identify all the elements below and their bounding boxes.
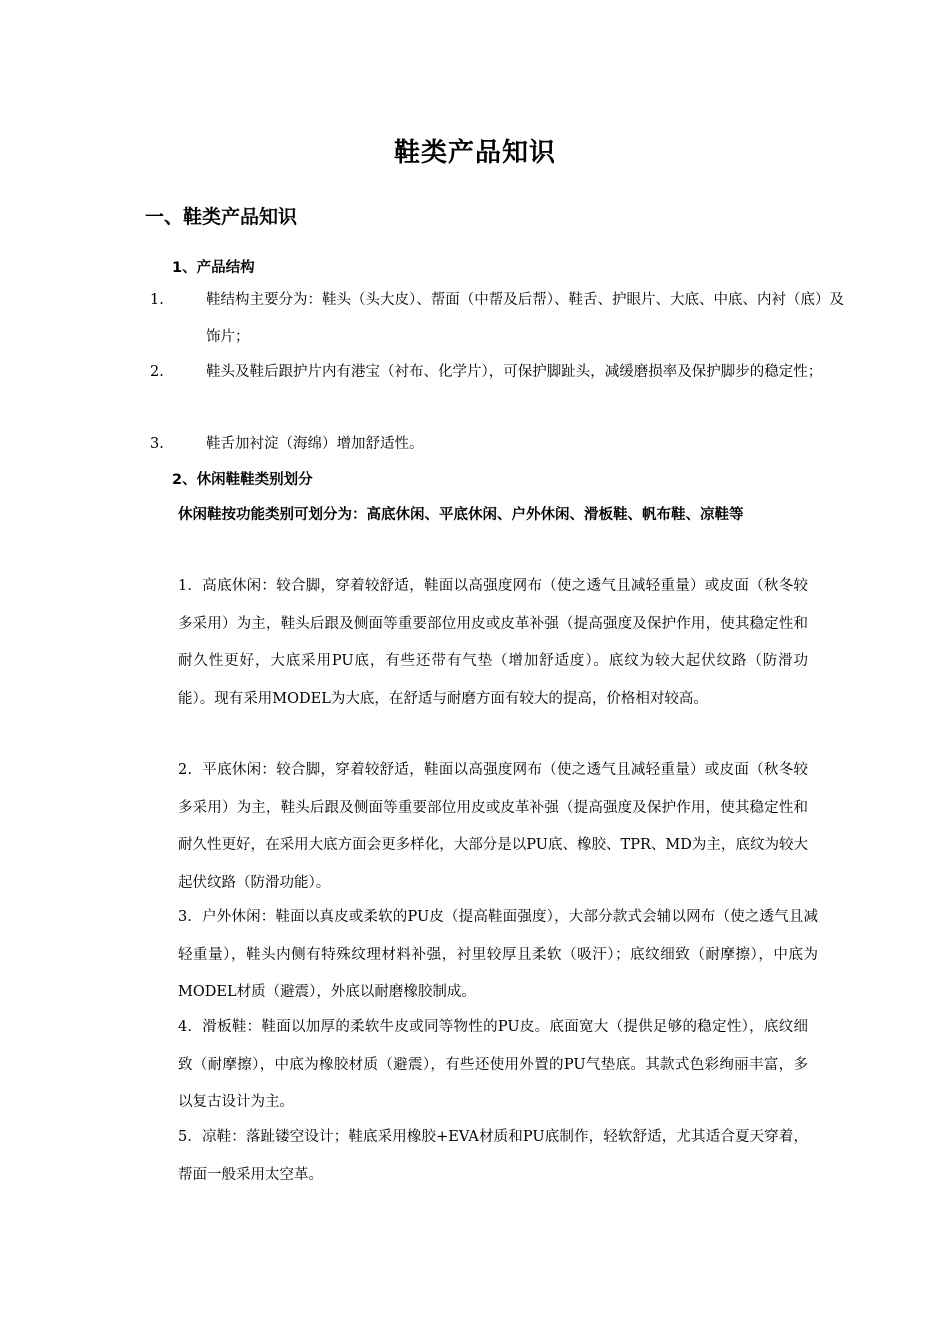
category-paragraph: 2．平底休闲：较合脚，穿着较舒适，鞋面以高强度网布（使之透气且减轻重量）或皮面（秋冬较多采用）为主，鞋头后跟及侧面等重要部位用皮或皮革补强（提高强度及保护作用，使其稳定性和耐久性更好，在采用大底方面会更多样化，大部分是以PU底、橡胶、TPR、MD为主，底纹为较大起伏纹路（防滑功能）。 (178, 762, 808, 891)
document-title: 鞋类产品知识 (393, 138, 556, 168)
subsection-heading-categories: 2、休闲鞋鞋类别划分 (172, 472, 313, 488)
section-heading: 一、鞋类产品知识 (145, 206, 298, 228)
list-item-text: 鞋舌加衬淀（海绵）增加舒适性。 (206, 436, 424, 452)
list-item-number: 2. (150, 364, 164, 380)
lead-paragraph: 休闲鞋按功能类别可划分为：高底休闲、平底休闲、户外休闲、滑板鞋、帆布鞋、凉鞋等 (178, 507, 744, 523)
list-item-text: 鞋头及鞋后跟护片内有港宝（衬布、化学片），可保护脚趾头，减缓磨损率及保护脚步的稳定性； (206, 364, 823, 380)
category-paragraph: 3．户外休闲：鞋面以真皮或柔软的PU皮（提高鞋面强度），大部分款式会辅以网布（使之透气且减轻重量），鞋头内侧有特殊纹理材料补强，衬里较厚且柔软（吸汗）；底纹细致（耐摩擦），中底为MODEL材质（避震），外底以耐磨橡胶制成。 (178, 909, 818, 1000)
list-item (150, 354, 838, 391)
category-paragraph: 1．高底休闲：较合脚，穿着较舒适，鞋面以高强度网布（使之透气且减轻重量）或皮面（秋冬较多采用）为主，鞋头后跟及侧面等重要部位用皮或皮革补强（提高强度及保护作用，使其稳定性和耐久性更好，大底采用PU底，有些还带有气垫（增加舒适度）。底纹为较大起伏纹路（防滑功能）。现有采用MODEL为大底，在舒适与耐磨方面有较大的提高，价格相对较高。 (178, 578, 808, 707)
category-paragraph: 5．凉鞋：落趾镂空设计；鞋底采用橡胶+EVA材质和PU底制作，轻软舒适，尤其适合夏天穿着，帮面一般采用太空革。 (178, 1129, 808, 1183)
list-item-number: 1. (150, 292, 164, 308)
list-item (150, 426, 846, 463)
subsection-heading-structure: 1、产品结构 (172, 260, 255, 276)
list-item-number: 3. (150, 436, 164, 452)
category-paragraph: 4．滑板鞋：鞋面以加厚的柔软牛皮或同等物性的PU皮。底面宽大（提供足够的稳定性），底纹细致（耐摩擦），中底为橡胶材质（避震），有些还使用外置的PU气垫底。其款式色彩绚丽丰富，多以复古设计为主。 (178, 1019, 808, 1110)
list-item (150, 282, 846, 356)
list-item-text: 鞋结构主要分为：鞋头（头大皮）、帮面（中帮及后帮）、鞋舌、护眼片、大底、中底、内衬（底）及饰片； (206, 292, 844, 345)
